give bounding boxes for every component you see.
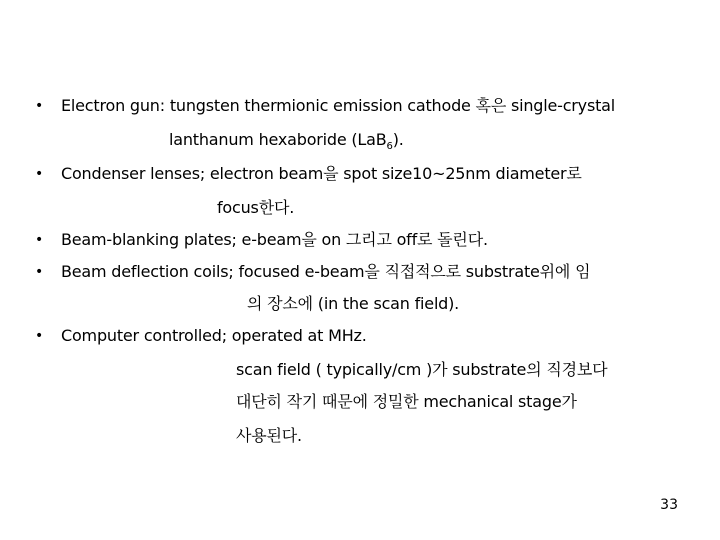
bullet-marker: • — [35, 264, 44, 280]
bullet-computer-line1: Computer controlled; operated at MHz. — [61, 326, 367, 345]
bullet-electron-gun-line1: Electron gun: tungsten thermionic emission cathode 혹은 single-crystal — [61, 96, 615, 115]
bullet-beam-blanking-line1: Beam-blanking plates; e-beam을 on 그리고 off로 돌린다. — [61, 230, 488, 249]
bullet-computer-line2: scan field ( typically/cm )가 substrate의 직경보다 — [236, 360, 608, 379]
bullet-condenser-line1: Condenser lenses; electron beam을 spot size10~25nm diameter로 — [61, 164, 582, 183]
bullet-marker: • — [35, 98, 44, 114]
lab6-close: ). — [392, 130, 404, 149]
lab6-text: lanthanum hexaboride (LaB — [169, 130, 387, 149]
bullet-computer-line4: 사용된다. — [236, 426, 302, 445]
page-number: 33 — [660, 497, 678, 513]
lab6-subscript: 6 — [386, 141, 393, 152]
bullet-condenser-line2: focus한다. — [217, 198, 295, 217]
bullet-electron-gun-line2 — [169, 130, 404, 153]
bullet-deflection-line1: Beam deflection coils; focused e-beam을 직접적으로 substrate위에 임 — [61, 262, 591, 281]
bullet-marker: • — [35, 166, 44, 182]
bullet-computer-line3: 대단히 작기 때문에 정밀한 mechanical stage가 — [236, 392, 577, 411]
bullet-deflection-line2: 의 장소에 (in the scan field). — [247, 294, 460, 313]
bullet-marker: • — [35, 328, 44, 344]
bullet-marker: • — [35, 232, 44, 248]
